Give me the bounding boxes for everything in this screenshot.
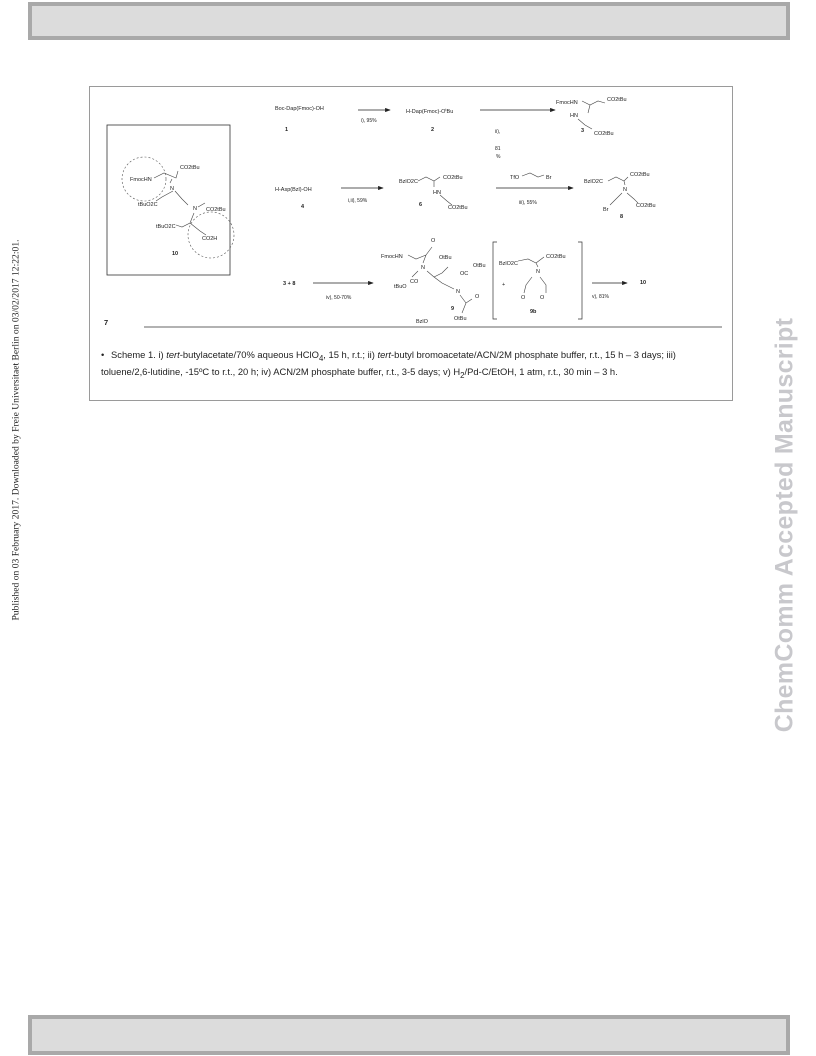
row3-9-o: O <box>431 238 436 244</box>
row3-9-bzlo: BzlO <box>416 319 428 325</box>
target-co2tbu: CO2tBu <box>180 165 200 171</box>
row1-product-fmochn: FmocHN <box>556 100 578 106</box>
caption-text-3: , 15 h, r.t.; ii) <box>323 349 378 360</box>
row2-prod-co2tbu2: CO2tBu <box>636 203 656 209</box>
row1-start-number: 1 <box>285 127 289 133</box>
footer-bar <box>28 1015 790 1055</box>
figure-label: 7 <box>104 318 109 327</box>
row1-intermediate-end: Bu <box>446 109 454 115</box>
target-tbuo2c: tBuO2C <box>138 202 158 208</box>
row1-product-hn: HN <box>570 113 578 119</box>
row3-9-otbu3: OtBu <box>454 316 467 322</box>
row3-9b-brackets <box>493 242 582 319</box>
row1-step1: i), 95% <box>361 118 377 124</box>
row2-start-number: 4 <box>301 204 305 210</box>
target-n: N <box>170 186 174 192</box>
row1 <box>275 97 627 160</box>
row3-plus: + <box>502 282 506 288</box>
target-n2: N <box>193 206 197 212</box>
row2-step2: iii), 55% <box>519 200 537 206</box>
caption-bullet: • <box>101 349 105 360</box>
row2-reagent-bonds <box>522 173 544 177</box>
target-tbuo2c2: tBuO2C <box>156 224 176 230</box>
row3-9b-bzlo2c: BzlO2C <box>499 261 518 267</box>
row1-intermediate-sup: t <box>445 107 447 112</box>
row2-int-co2tbu2: CO2tBu <box>448 205 468 211</box>
caption-sub-1: 4 <box>318 353 324 363</box>
row3-step: iv), 50-70% <box>326 295 352 301</box>
row3-9b-o2: O <box>540 295 545 301</box>
target-co2h: CO2H <box>202 236 218 242</box>
caption-sub-2: 2 <box>460 371 465 381</box>
row3-9-n: N <box>421 265 425 271</box>
row3-9-number: 9 <box>451 306 455 312</box>
row1-step2: ii), <box>495 129 501 135</box>
row3-final-number: 10 <box>640 280 647 286</box>
row3-byproduct-number: 9b <box>530 309 537 315</box>
target-dashed-circle <box>188 212 234 258</box>
row1-product-co2tbu2: CO2tBu <box>594 131 614 137</box>
row3-reactants: 3 + 8 <box>283 281 296 287</box>
row1-product-number: 3 <box>581 128 585 134</box>
row2-start: H-Asp(Bzl)-OH <box>275 187 312 193</box>
caption-italic-1: tert <box>166 349 180 360</box>
row3-9-fmochn: FmocHN <box>381 254 403 260</box>
row2-int-hn: HN <box>433 190 441 196</box>
row1-yield-a: 81 <box>495 146 501 152</box>
publication-info: Published on 03 February 2017. Downloaded by Freie Universitaet Berlin on 03/02/2017 12:22:01. <box>10 239 22 621</box>
row1-product-bonds <box>578 101 605 129</box>
row3-9b-o: O <box>521 295 526 301</box>
row1-intermediate <box>406 107 453 115</box>
row2-prod-bzlo2c: BzlO2C <box>584 179 603 185</box>
row2-step: i,ii), 59% <box>348 198 368 204</box>
row2-reagent-br: Br <box>546 175 552 181</box>
caption-text-1: Scheme 1. i) <box>111 349 167 360</box>
row2-reagent-tfo: TfO <box>510 175 520 181</box>
row3-9-otbu: OtBu <box>439 255 452 261</box>
scheme-caption <box>101 348 725 383</box>
row3-9-otbu2: OtBu <box>473 263 486 269</box>
row3-step2: v), 81% <box>592 294 609 300</box>
row1-intermediate-number: 2 <box>431 127 435 133</box>
row2-prod-br: Br <box>603 207 609 213</box>
row2-int-co2tbu: CO2tBu <box>443 175 463 181</box>
row2-prod-n: N <box>623 187 627 193</box>
row3-9b-bonds <box>518 257 546 293</box>
row1-product-co2tbu: CO2tBu <box>607 97 627 103</box>
accepted-manuscript-watermark: ChemComm Accepted Manuscript <box>770 317 799 733</box>
row3 <box>104 238 646 327</box>
caption-text-5: /Pd-C/EtOH, 1 atm, r.t., 30 min – 3 h. <box>464 366 618 378</box>
row2-int-bzlo2c: BzlO2C <box>399 179 418 185</box>
row3-9b-n: N <box>536 269 540 275</box>
target-co2tbu2: CO2tBu <box>206 207 226 213</box>
row3-9-n2: N <box>456 289 460 295</box>
row1-yield-b: % <box>496 154 501 160</box>
row3-9-o2: O <box>475 294 480 300</box>
row1-intermediate-main: H-Dap(Fmoc)-O <box>406 109 446 115</box>
row2-prod-co2tbu: CO2tBu <box>630 172 650 178</box>
row3-9-oc: OC <box>460 271 469 277</box>
caption-text-4: -butyl bromoacetate/ACN/2M phosphate buffer, r.t., 15 h – 3 days; iii) toluene/2,6-lutidine, -15ºC to r.t., 20 h; iv) ACN/2M phosphate buffer, r.t., 3-5 days; v) H <box>101 349 676 378</box>
target-fmochn: FmocHN <box>130 177 152 183</box>
row1-start: Boc-Dap(Fmoc)-OH <box>275 106 324 112</box>
caption-text-2: -butylacetate/70% aqueous HClO <box>179 349 319 360</box>
row2-prod-number: 8 <box>620 214 624 220</box>
caption-italic-2: tert <box>377 349 392 360</box>
row2 <box>275 172 656 220</box>
row3-9-tbuo: tBuO <box>394 284 407 290</box>
row3-9b-co2tbu: CO2tBu <box>546 254 566 260</box>
header-bar <box>28 2 790 40</box>
target-number: 10 <box>172 251 179 257</box>
target-structure <box>130 165 226 257</box>
target-box <box>107 125 230 275</box>
row3-9-co: CO <box>410 279 419 285</box>
row2-int-number: 6 <box>419 202 423 208</box>
